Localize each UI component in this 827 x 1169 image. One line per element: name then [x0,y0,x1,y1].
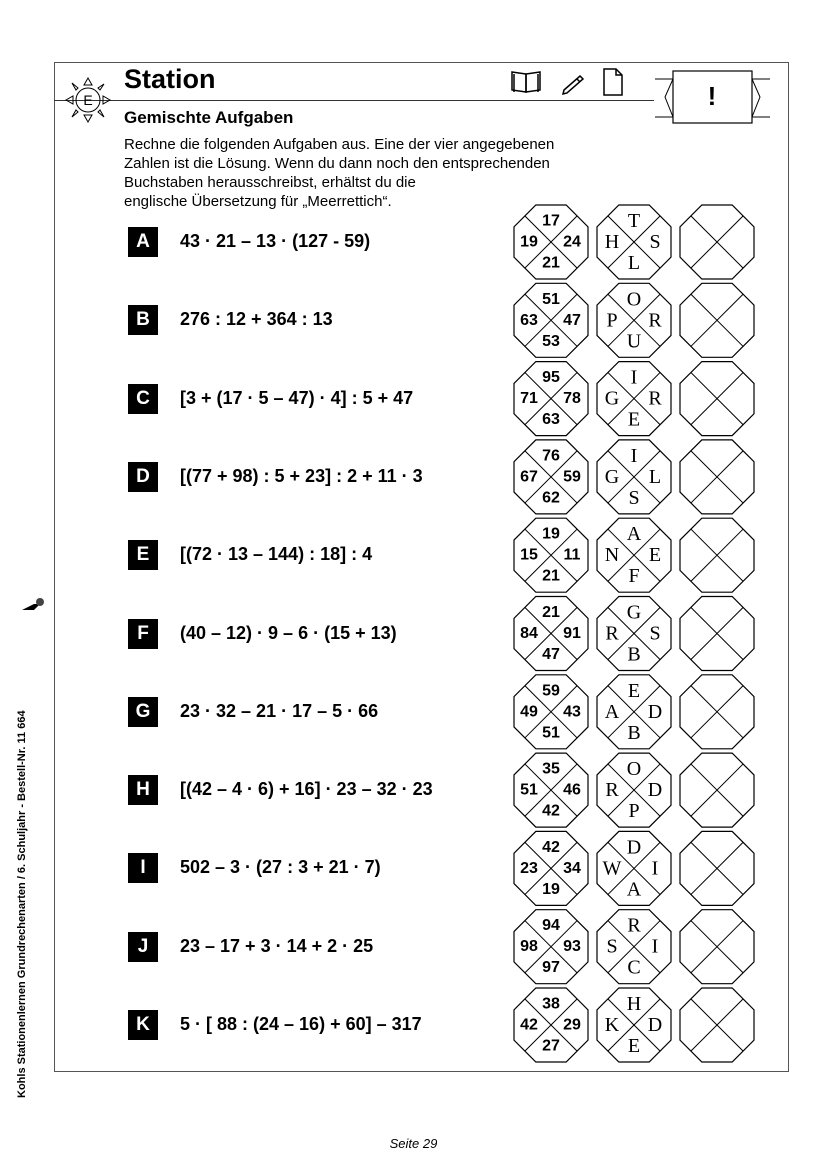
answer-letter: E [648,544,662,567]
number-octagon [514,440,588,514]
number-octagon [514,362,588,436]
answer-number: 71 [520,390,538,408]
answer-letter: L [627,252,641,274]
number-octagon [514,910,588,984]
answer-number: 91 [563,625,581,642]
answer-number: 93 [563,938,581,956]
answer-number: 78 [563,390,581,408]
answer-number: 59 [542,682,560,700]
letter-octagon [597,205,671,279]
answer-number: 95 [542,369,560,387]
answer-number: 53 [542,332,560,350]
answer-letter: H [604,231,620,253]
task-label: H [128,775,158,805]
task-expression: [(42 – 4 · 6) + 16] · 23 – 32 · 23 [180,779,433,800]
letter-octagon [597,283,671,357]
empty-answer-octagon [680,283,754,357]
task-label: C [128,384,158,414]
answer-letter: D [647,1014,663,1036]
answer-letter: D [647,700,663,723]
answer-number: 46 [563,781,581,799]
letter-octagon [597,362,671,436]
answer-letter: E [627,679,641,702]
answer-number: 49 [520,703,538,721]
answer-number: 21 [542,567,560,585]
answer-letter: S [649,622,661,645]
answer-letter: G [604,387,620,410]
letter-octagon [597,753,671,827]
empty-answer-octagon [680,910,754,984]
empty-answer-octagon [680,831,754,905]
station-title: Station [124,64,216,94]
answer-letter: S [649,231,661,253]
worksheet-subtitle: Gemischte Aufgaben [124,108,294,127]
empty-answer-octagon [680,440,754,514]
instruction-line: Rechne die folgenden Aufgaben aus. Eine der vier angegebenen [124,136,555,153]
answer-letter: I [630,366,638,389]
answer-number: 76 [542,447,560,465]
answer-letter: A [626,878,642,901]
empty-answer-octagon [680,518,754,592]
answer-number: 62 [542,489,560,507]
banner-symbol: ! [707,81,717,111]
task-label: G [128,697,158,727]
answer-letter: S [628,486,640,509]
answer-letter: D [647,779,663,802]
answer-letter: R [605,779,619,802]
answer-letter: W [602,857,622,880]
letter-octagon [597,988,671,1062]
number-octagon [514,205,588,279]
number-octagon [514,283,588,357]
station-letter: E [83,92,93,108]
answer-letter: C [627,956,641,979]
answer-letter: N [604,544,620,567]
task-expression: 23 – 17 + 3 · 14 + 2 · 25 [180,935,374,956]
answer-number: 42 [542,838,560,856]
answer-letter: I [651,935,659,958]
task-label: F [128,619,158,649]
answer-number: 23 [520,859,538,877]
answer-letter: F [628,565,640,588]
number-octagon [514,675,588,749]
answer-letter: R [605,622,619,645]
number-octagon [514,518,588,592]
answer-number: 97 [542,959,560,977]
answer-number: 21 [542,254,560,272]
answer-number: 38 [542,995,560,1013]
letter-octagon [597,831,671,905]
answer-number: 19 [520,233,538,251]
letter-octagon [597,518,671,592]
number-octagon [514,988,588,1062]
task-expression: 5 · [ 88 : (24 – 16) + 60] – 317 [180,1014,422,1034]
answer-letter: D [626,836,642,859]
empty-answer-octagon [680,988,754,1062]
answer-letter: L [648,465,662,488]
answer-number: 67 [520,468,538,486]
answer-letter: S [606,935,618,958]
task-expression: 23 · 32 – 21 · 17 – 5 · 66 [180,700,379,721]
task-label: K [128,1010,158,1040]
answer-number: 42 [520,1016,538,1034]
empty-answer-octagon [680,753,754,827]
task-label: B [128,305,158,335]
task-expression: 43 · 21 – 13 · (127 - 59) [180,231,371,251]
answer-number: 11 [563,546,581,564]
letter-octagon [597,675,671,749]
instruction-line: Buchstaben herausschreibst, erhältst du die [124,174,416,191]
letter-octagon [597,440,671,514]
answer-letter: A [626,523,642,546]
publisher-logo-icon [18,598,48,666]
answer-number: 63 [520,311,538,329]
task-label: D [128,462,158,492]
task-label: J [128,932,158,962]
answer-number: 29 [563,1016,581,1034]
number-octagon [514,831,588,905]
answer-number: 84 [520,625,538,642]
answer-number: 21 [542,604,560,621]
empty-answer-octagon [680,675,754,749]
answer-letter: B [627,721,641,744]
answer-number: 27 [542,1037,560,1055]
answer-number: 15 [520,546,538,564]
sidebar-text: Kohls Stationenlernen Grundrechenarten / 6. Schuljahr - Bestell-Nr. 11 664 [16,710,28,1098]
answer-letter: T [627,210,641,232]
answer-number: 47 [563,311,581,329]
task-expression: 502 – 3 · (27 : 3 + 21 · 7) [180,857,381,878]
answer-letter: R [648,309,662,332]
answer-number: 35 [542,760,560,778]
answer-letter: E [627,408,641,431]
letter-octagon [597,910,671,984]
task-expression: [3 + (17 · 5 – 47) · 4] : 5 + 47 [180,387,414,408]
answer-number: 98 [520,938,538,956]
answer-number: 94 [542,917,560,935]
answer-letter: R [627,914,641,937]
answer-letter: E [627,1035,641,1057]
answer-number: 59 [563,468,581,486]
answer-number: 34 [563,859,581,877]
answer-number: 19 [542,880,560,898]
task-label: I [128,853,158,883]
answer-letter: B [627,643,641,666]
answer-letter: G [604,465,620,488]
answer-number: 47 [542,646,560,663]
answer-number: 51 [542,290,560,308]
answer-letter: O [626,288,642,311]
instruction-line: englische Übersetzung für „Meerrettich“. [124,193,392,210]
number-octagon [514,753,588,827]
answer-number: 43 [563,703,581,721]
empty-answer-octagon [680,362,754,436]
answer-letter: O [626,758,642,781]
answer-number: 19 [542,525,560,543]
task-expression: 276 : 12 + 364 : 13 [180,309,333,330]
answer-letter: P [628,800,640,823]
task-label: E [128,540,158,570]
answer-letter: G [626,601,642,624]
answer-letter: A [604,700,620,723]
task-expression: [(72 · 13 – 144) : 18] : 4 [180,544,373,565]
letter-octagon [597,597,671,671]
task-label: A [128,227,158,257]
answer-number: 17 [542,212,560,230]
empty-answer-octagon [680,597,754,671]
answer-number: 63 [542,411,560,429]
answer-letter: I [630,444,638,467]
instruction-line: Zahlen ist die Lösung. Wenn du dann noch den entsprechenden [124,155,550,172]
answer-letter: K [604,1014,620,1036]
task-expression: (40 – 12) · 9 – 6 · (15 + 13) [180,622,397,643]
answer-letter: U [626,330,642,353]
answer-letter: R [648,387,662,410]
page-number: Seite 29 [389,1136,438,1151]
number-octagon [514,597,588,671]
answer-number: 51 [542,724,560,742]
task-expression: [(77 + 98) : 5 + 23] : 2 + 11 · 3 [180,465,423,486]
answer-number: 24 [563,233,581,251]
empty-answer-octagon [680,205,754,279]
answer-number: 51 [520,781,538,799]
answer-letter: P [606,309,618,332]
answer-letter: H [626,993,642,1015]
answer-number: 42 [542,802,560,820]
answer-letter: I [651,857,659,880]
